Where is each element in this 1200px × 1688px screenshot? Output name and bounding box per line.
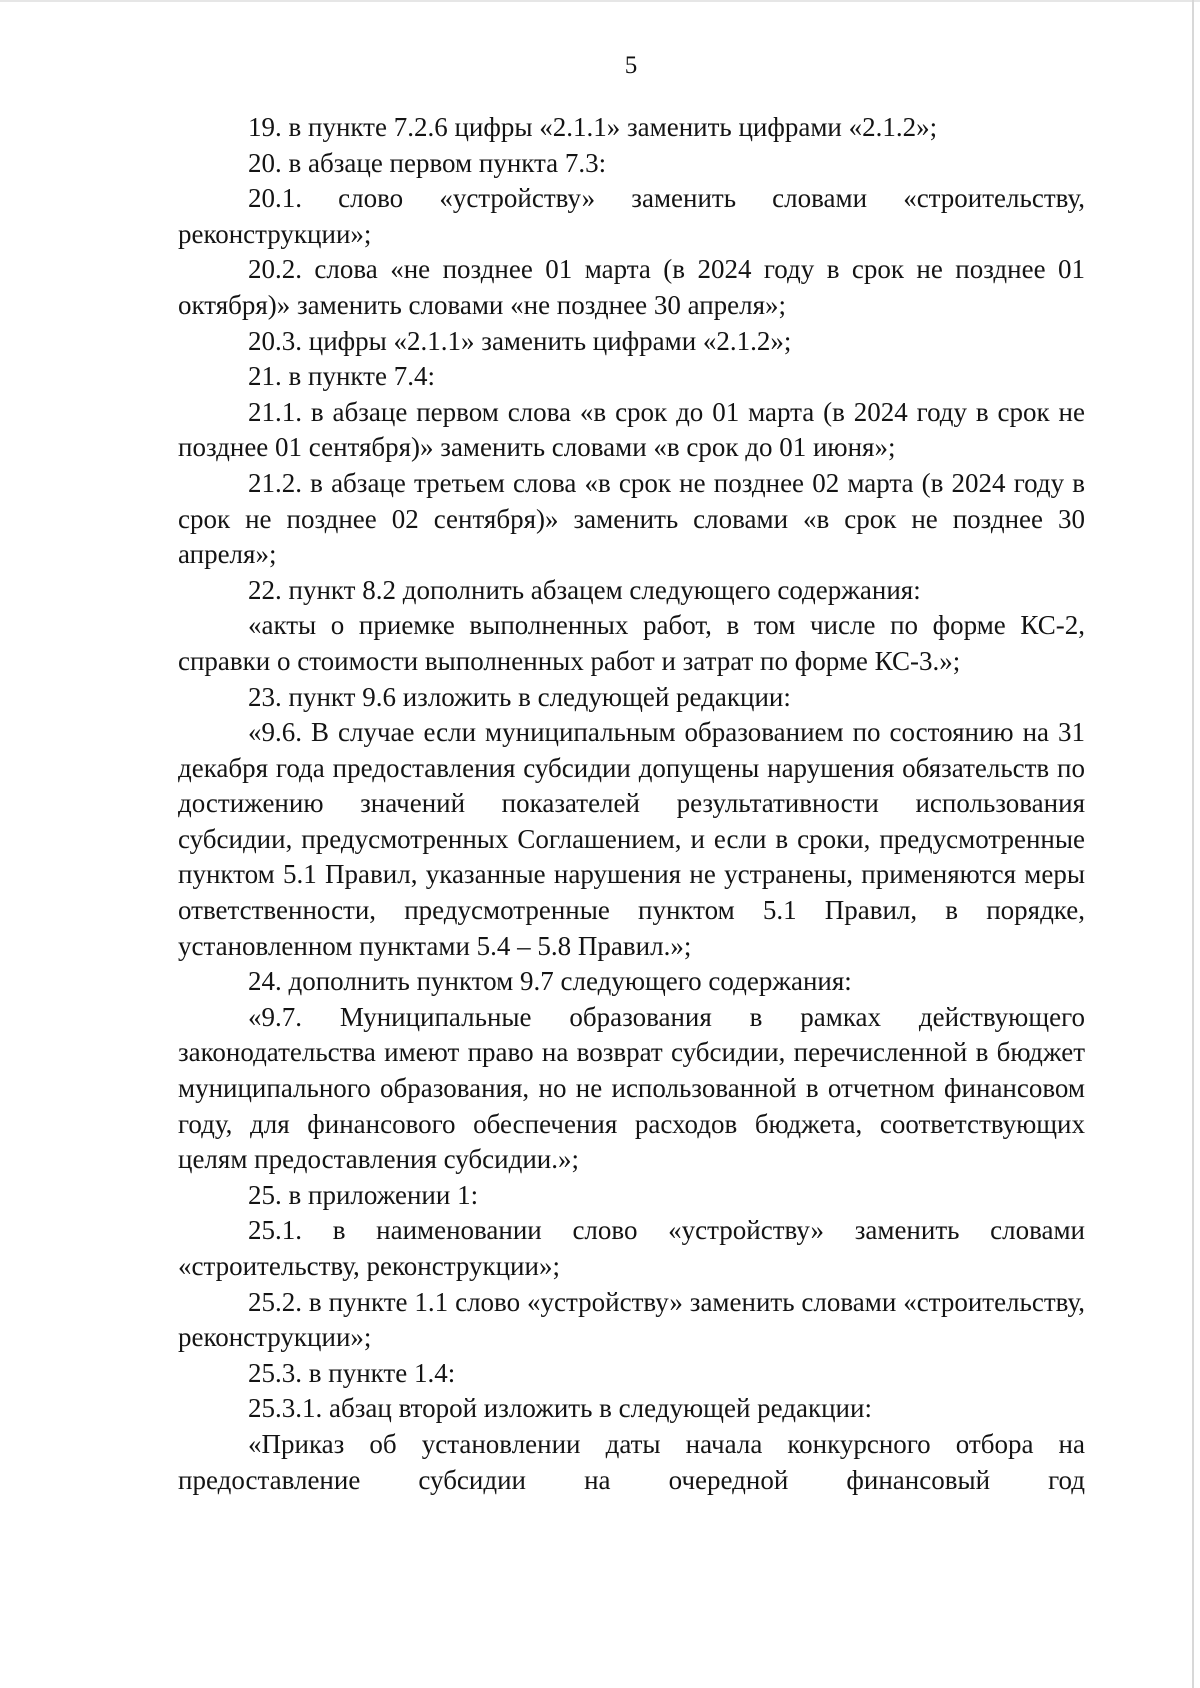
paragraph-item-21: 21. в пункте 7.4: bbox=[248, 361, 435, 392]
paragraph-item-20-1: 20.1. слово «устройству» заменить словами «строительству, реконструкции»; bbox=[178, 183, 1085, 249]
paragraph-item-25-1: 25.1. в наименовании слово «устройству» заменить словами «строительству, реконструкции»; bbox=[178, 1215, 1085, 1281]
paragraph-item-21-2: 21.2. в абзаце третьем слова «в срок не позднее 02 марта (в 2024 году в срок не позднее 02 сентября)» заменить словами «в срок не позднее 30 апреля»; bbox=[178, 467, 1085, 570]
page-number: 5 bbox=[624, 52, 638, 79]
paragraph-item-19: 19. в пункте 7.2.6 цифры «2.1.1» заменить цифрами «2.1.2»; bbox=[248, 112, 938, 142]
paragraph-quote-order: «Приказ об установлении даты начала конкурсного отбора на предоставление субсидии на очередной финансовый год bbox=[178, 1428, 1085, 1495]
paragraph-item-20-3: 20.3. цифры «2.1.1» заменить цифрами «2.1.2»; bbox=[248, 325, 792, 356]
paragraph-quote-9-7: «9.7. Муниципальные образования в рамках действующего законодательства имеют право на возврат субсидии, перечисленной в бюджет муниципального образования, но не использованной в отчетном финансовом году, для финансового обеспечения расходов бюджета, соответствующих целям предоставления субсидии.»; bbox=[178, 1001, 1085, 1175]
paragraph-item-20-2: 20.2. слова «не позднее 01 марта (в 2024 году в срок не позднее 01 октября)» заменить словами «не позднее 30 апреля»; bbox=[178, 254, 1085, 320]
paragraph-item-20: 20. в абзаце первом пункта 7.3: bbox=[248, 147, 607, 178]
page-edge-top bbox=[0, 0, 1200, 2]
page-edge-right bbox=[1192, 0, 1194, 1688]
document-body bbox=[178, 110, 1085, 1498]
paragraph-item-25-2: 25.2. в пункте 1.1 слово «устройству» заменить словами «строительству, реконструкции»; bbox=[178, 1286, 1085, 1353]
paragraph-item-23: 23. пункт 9.6 изложить в следующей редакции: bbox=[248, 681, 791, 712]
paragraph-item-24: 24. дополнить пунктом 9.7 следующего содержания: bbox=[248, 966, 852, 997]
paragraph-item-25-3-1: 25.3.1. абзац второй изложить в следующей редакции: bbox=[248, 1393, 872, 1424]
paragraph-item-22: 22. пункт 8.2 дополнить абзацем следующего содержания: bbox=[248, 574, 921, 605]
paragraph-quote-9-6: «9.6. В случае если муниципальным образованием по состоянию на 31 декабря года предоставления субсидии допущены нарушения обязательств по достижению значений показателей результативности использования субсидии, предусмотренных Соглашением, и если в сроки, предусмотренные пунктом 5.1 Правил, указанные нарушения не устранены, применяются меры ответственности, предусмотренные пунктом 5.1 Правил, в порядке, установленном пунктами 5.4 – 5.8 Правил.»; bbox=[178, 717, 1085, 961]
paragraph-item-21-1: 21.1. в абзаце первом слова «в срок до 01 марта (в 2024 году в срок не позднее 01 сентября)» заменить словами «в срок до 01 июня»; bbox=[178, 396, 1085, 463]
paragraph-item-25-3: 25.3. в пункте 1.4: bbox=[248, 1357, 456, 1388]
paragraph-quote-8-2: «акты о приемке выполненных работ, в том числе по форме КС-2, справки о стоимости выполненных работ и затрат по форме КС-3.»; bbox=[178, 610, 1085, 676]
paragraph-item-25: 25. в приложении 1: bbox=[248, 1179, 479, 1210]
